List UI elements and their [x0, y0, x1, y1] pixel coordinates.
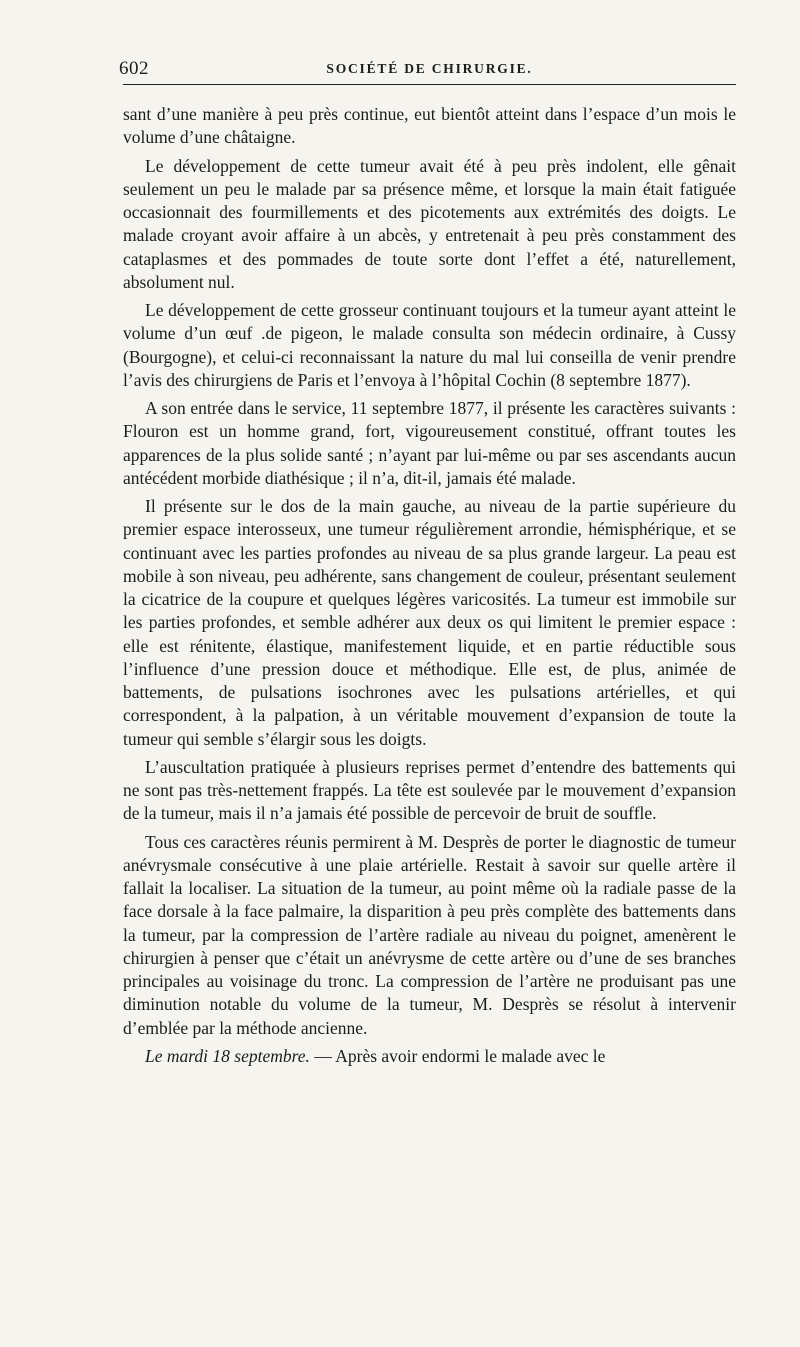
italic-date: Le mardi 18 septembre.	[145, 1045, 310, 1066]
document-page	[119, 50, 736, 1068]
running-header	[119, 50, 736, 85]
body-text	[123, 103, 736, 1068]
page-number: 602	[119, 58, 149, 79]
paragraph: L’auscultation pratiquée à plusieurs reprises permet d’entendre des battements qui ne sont pas très-nettement frappés. La tête est soulevée par le mouvement d’expansion de la tumeur, mais il n’a jamais été possible de percevoir de bruit de souffle.	[123, 756, 736, 824]
paragraph-last	[123, 1045, 736, 1068]
paragraph: Il présente sur le dos de la main gauche, au niveau de la partie supérieure du premier espace interosseux, une tumeur régulièrement arrondie, hémisphérique, et se continuant avec les parties profondes au niveau de sa plus grande largeur. La peau est mobile à son niveau, peu adhérente, sans changement de couleur, présentant seulement la cicatrice de la coupure et quelques légères varicosités. La tumeur est immobile sur les parties profondes, et semble adhérer aux deux os qui limitent le premier espace : elle est rénitente, élastique, manifestement liquide, et en partie réductible sous l’influence d’une pression douce et méthodique. Elle est, de plus, animée de battements, de pulsations isochrones avec les pulsations artérielles, et qui correspondent, à la palpation, à un véritable mouvement d’expansion de toute la tumeur qui semble s’élargir sous les doigts.	[123, 496, 736, 749]
running-title: SOCIÉTÉ DE CHIRURGIE.	[326, 61, 533, 76]
paragraph-continued: sant d’une manière à peu près continue, eut bientôt atteint dans l’espace d’un mois le volume d’une châtaigne.	[123, 104, 736, 148]
paragraph: Le développement de cette tumeur avait été à peu près indolent, elle gênait seulement un peu le malade par sa présence même, et lorsque la main était fatiguée occasionnait des fourmillements et des picotements aux extrémités des doigts. Le malade croyant avoir affaire à un abcès, y entretenait à peu près constamment des cataplasmes et des pommades de toute sorte dont l’effet a été, naturellement, absolument nul.	[123, 155, 736, 292]
paragraph: Tous ces caractères réunis permirent à M. Desprès de porter le diagnostic de tumeur anévrysmale consécutive à une plaie artérielle. Restait à savoir sur quelle artère il fallait la localiser. La situation de la tumeur, au point même où la radiale passe de la face dorsale à la face palmaire, la disparition à peu près complète des battements dans la tumeur, par la compression de l’artère radiale au niveau du poignet, amenèrent le chirurgien à penser que c’était un anévrysme de cette artère ou d’une de ses branches principales au voisinage du tronc. La compression de l’artère ne produisant pas une diminution notable du volume de la tumeur, M. Desprès se résolut à intervenir d’emblée par la méthode ancienne.	[123, 831, 736, 1038]
paragraph: Le développement de cette grosseur continuant toujours et la tumeur ayant atteint le volume d’un œuf .de pigeon, le malade consulta son médecin ordinaire, à Cussy (Bourgogne), et celui-ci reconnaissant la nature du mal lui conseilla de venir prendre l’avis des chirurgiens de Paris et l’envoya à l’hôpital Cochin (8 septembre 1877).	[123, 300, 736, 390]
paragraph-text: — Après avoir endormi le malade avec le	[309, 1045, 606, 1066]
paragraph: A son entrée dans le service, 11 septembre 1877, il présente les caractères suivants : Flouron est un homme grand, fort, vigoureusement constitué, offrant toutes les apparences de la plus solide santé ; n’ayant par lui-même ou par ses ascendants aucun antécédent morbide diathésique ; il n’a, dit-il, jamais été malade.	[123, 398, 736, 488]
